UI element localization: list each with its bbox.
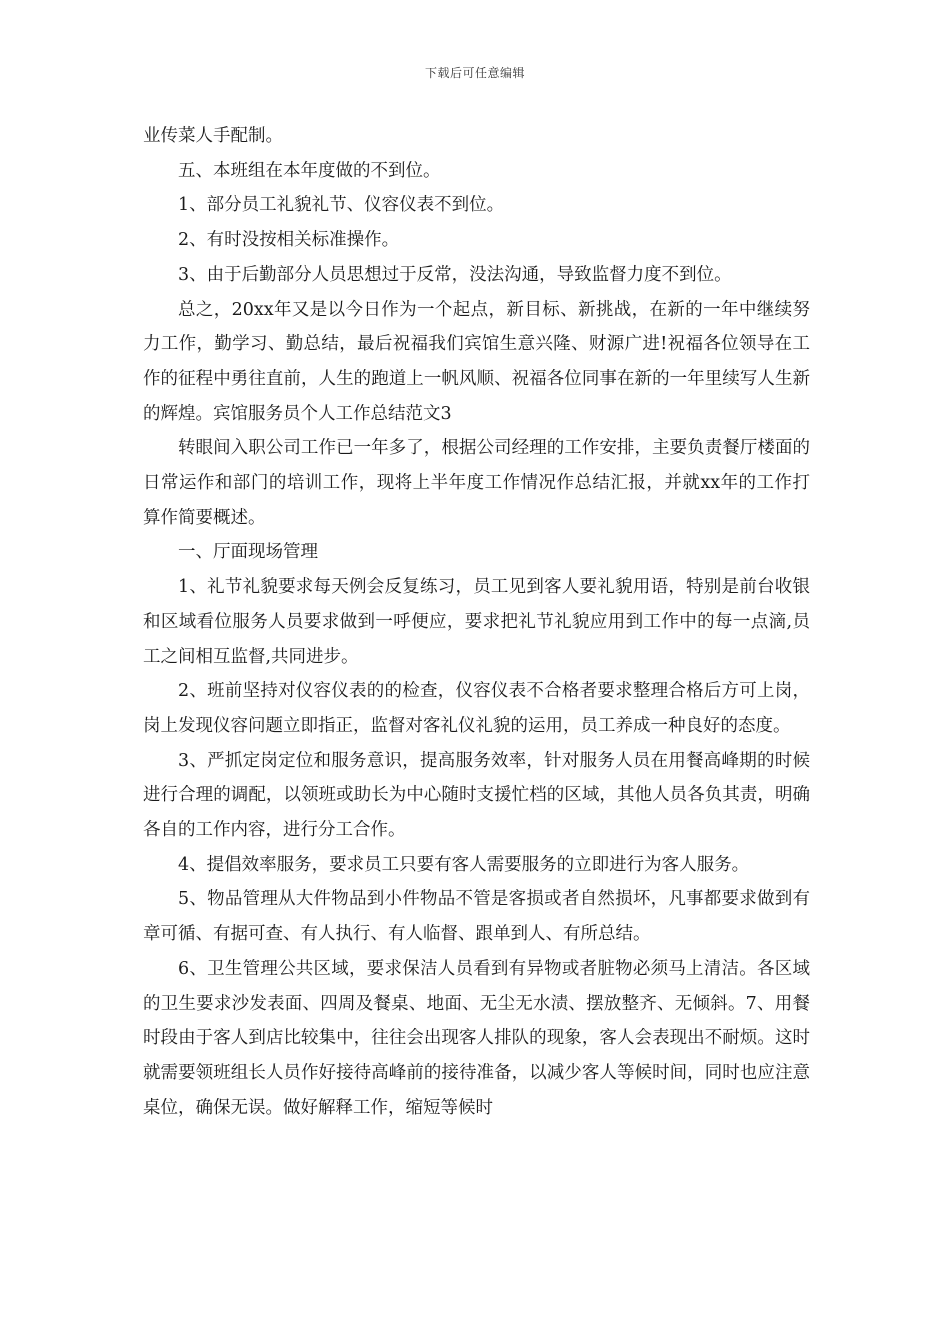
page-header: 下载后可任意编辑 <box>424 66 525 80</box>
document-body <box>143 119 810 1125</box>
section-heading: 一、厅面现场管理 <box>178 542 318 563</box>
paragraph: 3、由于后勤部分人员思想过于反常，没法沟通，导致监督力度不到位。 <box>178 264 732 285</box>
paragraph: 业传菜人手配制。 <box>143 126 283 146</box>
paragraph: 2、班前坚持对仪容仪表的的检查，仪容仪表不合格者要求整理合格后方可上岗，岗上发现仪容问题立即指正，监督对客礼仪礼貌的运用，员工养成一种良好的态度。 <box>143 681 810 736</box>
paragraph: 1、部分员工礼貌礼节、仪容仪表不到位。 <box>178 195 505 216</box>
paragraph: 6、卫生管理公共区域，要求保洁人员看到有异物或者脏物必须马上清洁。各区域的卫生要求沙发表面、四周及餐桌、地面、无尘无水渍、摆放整齐、无倾斜。7、用餐时段由于客人到店比较集中，往往会出现客人排队的现象，客人会表现出不耐烦。这时就需要领班组长人员作好接待高峰前的接待准备，以减少客人等候时间，同时也应注意桌位，确保无误。做好解释工作，缩短等候时 <box>143 958 810 1118</box>
paragraph: 4、提倡效率服务，要求员工只要有客人需要服务的立即进行为客人服务。 <box>178 854 750 875</box>
paragraph: 3、严抓定岗定位和服务意识，提高服务效率，针对服务人员在用餐高峰期的时候进行合理的调配，以领班或助长为中心随时支援忙档的区域，其他人员各负其责，明确各自的工作内容，进行分工合作。 <box>143 750 810 841</box>
paragraph: 转眼间入职公司工作已一年多了，根据公司经理的工作安排，主要负责餐厅楼面的日常运作和部门的培训工作，现将上半年度工作情况作总结汇报，并就xx年的工作打算作简要概述。 <box>143 438 810 528</box>
paragraph: 1、礼节礼貌要求每天例会反复练习，员工见到客人要礼貌用语，特别是前台收银和区域看位服务人员要求做到一呼便应，要求把礼节礼貌应用到工作中的每一点滴,员工之间相互监督,共同进步。 <box>143 577 810 667</box>
paragraph: 总之，20xx年又是以今日作为一个起点，新目标、新挑战，在新的一年中继续努力工作，勤学习、勤总结，最后祝福我们宾馆生意兴隆、财源广进!祝福各位领导在工作的征程中勇往直前，人生的跑道上一帆风顺、祝福各位同事在新的一年里续写人生新的辉煌。宾馆服务员个人工作总结范文3 <box>143 299 810 424</box>
paragraph: 5、物品管理从大件物品到小件物品不管是客损或者自然损坏，凡事都要求做到有章可循、有据可查、有人执行、有人临督、跟单到人、有所总结。 <box>143 889 810 945</box>
paragraph: 五、本班组在本年度做的不到位。 <box>178 160 441 181</box>
paragraph: 2、有时没按相关标准操作。 <box>178 230 400 251</box>
